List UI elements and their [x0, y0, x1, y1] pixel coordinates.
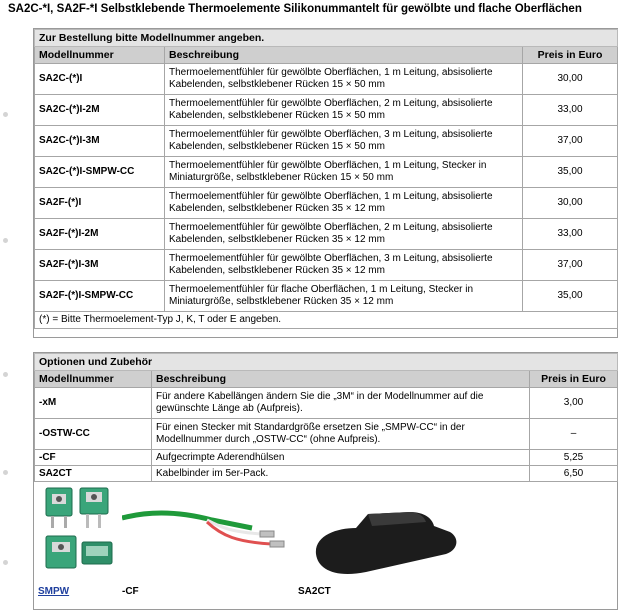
order-panel	[33, 28, 618, 338]
description-cell	[152, 419, 530, 450]
sa2ct-pad-image	[306, 492, 466, 584]
table-row	[35, 419, 618, 450]
table-row	[35, 95, 618, 126]
model-number: -xM	[35, 388, 152, 419]
table-row	[35, 157, 618, 188]
description-cell	[165, 281, 523, 312]
options-panel	[33, 352, 618, 610]
table-row	[35, 466, 618, 482]
description-cell	[165, 95, 523, 126]
table-row	[35, 126, 618, 157]
price: 5,25	[530, 450, 618, 466]
description-cell	[152, 388, 530, 419]
smpw-link[interactable]: SMPW	[38, 586, 70, 597]
description-line: Thermoelementfühler für gewölbte Oberflächen, 3 m Leitung, absisolierte	[169, 129, 493, 140]
price: 6,50	[530, 466, 618, 482]
options-table	[34, 353, 618, 482]
description-line: Thermoelementfühler für gewölbte Oberflächen, 1 m Leitung, absisolierte	[169, 191, 493, 202]
cf-wire-image	[122, 498, 292, 568]
model-number: SA2C-(*)I	[35, 64, 165, 95]
model-number: SA2F-(*)I-3M	[35, 250, 165, 281]
price: 37,00	[523, 250, 618, 281]
price: 35,00	[523, 157, 618, 188]
description-cell	[165, 250, 523, 281]
description-line: Miniaturgröße, selbstklebener Rücken 15 × 50 mm	[169, 172, 394, 183]
decor-dot	[3, 470, 8, 475]
description-line: Modellnummer durch „OSTW-CC“ (ohne Aufpreis).	[156, 434, 381, 445]
table-row	[35, 388, 618, 419]
order-table	[34, 29, 618, 329]
description-cell	[165, 126, 523, 157]
price: 35,00	[523, 281, 618, 312]
table-row	[35, 64, 618, 95]
model-number: SA2F-(*)I-SMPW-CC	[35, 281, 165, 312]
description-line: Thermoelementfühler für gewölbte Oberflächen, 1 m Leitung, absisolierte	[169, 67, 493, 78]
description-line: Thermoelementfühler für flache Oberflächen, 1 m Leitung, Stecker in	[169, 284, 474, 295]
col-header-price: Preis in Euro	[530, 371, 618, 388]
price: 30,00	[523, 64, 618, 95]
table-row	[35, 188, 618, 219]
decor-dot	[3, 112, 8, 117]
model-number: SA2F-(*)I-2M	[35, 219, 165, 250]
col-header-model: Modellnummer	[35, 47, 165, 64]
description-line: Für einen Stecker mit Standardgröße ersetzen Sie „SMPW-CC“ in der	[156, 422, 465, 433]
footnote-row	[35, 312, 618, 329]
description-line: Kabelenden, selbstklebener Rücken 15 × 50 mm	[169, 141, 385, 152]
order-header-row	[35, 47, 618, 64]
page-title: SA2C-*I, SA2F-*I Selbstklebende Thermoelemente Silikonummantelt für gewölbte und flache Oberflächen	[8, 3, 582, 15]
description-cell: Aufgecrimpte Aderendhülsen	[152, 450, 530, 466]
decor-dot	[3, 238, 8, 243]
model-number: -OSTW-CC	[35, 419, 152, 450]
col-header-price: Preis in Euro	[523, 47, 618, 64]
description-cell	[165, 64, 523, 95]
description-line: Miniaturgröße, selbstklebener Rücken 35 × 12 mm	[169, 296, 394, 307]
description-line: Für andere Kabellängen ändern Sie die „3M“ in der Modellnummer auf die	[156, 391, 484, 402]
model-number: SA2F-(*)I	[35, 188, 165, 219]
description-line: gewünschte Länge ab (Aufpreis).	[156, 403, 303, 414]
model-number: SA2C-(*)I-SMPW-CC	[35, 157, 165, 188]
price: 37,00	[523, 126, 618, 157]
price: 33,00	[523, 95, 618, 126]
description-line: Kabelenden, selbstklebener Rücken 35 × 12 mm	[169, 265, 385, 276]
model-number: -CF	[35, 450, 152, 466]
description-line: Kabelenden, selbstklebener Rücken 35 × 12 mm	[169, 234, 385, 245]
product-images	[34, 482, 617, 600]
description-cell: Kabelbinder im 5er-Pack.	[152, 466, 530, 482]
col-header-description: Beschreibung	[165, 47, 523, 64]
description-line: Kabelenden, selbstklebener Rücken 35 × 12 mm	[169, 203, 385, 214]
model-number: SA2C-(*)I-3M	[35, 126, 165, 157]
table-row	[35, 250, 618, 281]
table-row	[35, 450, 618, 466]
description-cell	[165, 157, 523, 188]
description-line: Thermoelementfühler für gewölbte Oberflächen, 3 m Leitung, absisolierte	[169, 253, 493, 264]
options-header-row	[35, 371, 618, 388]
col-header-model: Modellnummer	[35, 371, 152, 388]
options-caption-row	[35, 354, 618, 371]
description-line: Kabelenden, selbstklebener Rücken 15 × 50 mm	[169, 79, 385, 90]
description-line: Kabelenden, selbstklebener Rücken 15 × 50 mm	[169, 110, 385, 121]
model-number: SA2C-(*)I-2M	[35, 95, 165, 126]
description-line: Thermoelementfühler für gewölbte Oberflächen, 1 m Leitung, Stecker in	[169, 160, 487, 171]
decor-dot	[3, 560, 8, 565]
order-caption: Zur Bestellung bitte Modellnummer angeben.	[35, 30, 618, 47]
sa2ct-label: SA2CT	[298, 586, 331, 597]
decor-dot	[3, 372, 8, 377]
footnote: (*) = Bitte Thermoelement-Typ J, K, T oder E angeben.	[35, 312, 618, 329]
table-row	[35, 219, 618, 250]
table-row	[35, 281, 618, 312]
description-line: Thermoelementfühler für gewölbte Oberflächen, 2 m Leitung, absisolierte	[169, 222, 493, 233]
price: 33,00	[523, 219, 618, 250]
order-caption-row	[35, 30, 618, 47]
price: –	[530, 419, 618, 450]
description-cell	[165, 188, 523, 219]
price: 3,00	[530, 388, 618, 419]
description-line: Thermoelementfühler für gewölbte Oberflächen, 2 m Leitung, absisolierte	[169, 98, 493, 109]
col-header-description: Beschreibung	[152, 371, 530, 388]
price: 30,00	[523, 188, 618, 219]
cf-label: -CF	[122, 586, 139, 597]
smpw-connector-image	[40, 486, 120, 580]
options-caption: Optionen und Zubehör	[35, 354, 618, 371]
model-number: SA2CT	[35, 466, 152, 482]
description-cell	[165, 219, 523, 250]
